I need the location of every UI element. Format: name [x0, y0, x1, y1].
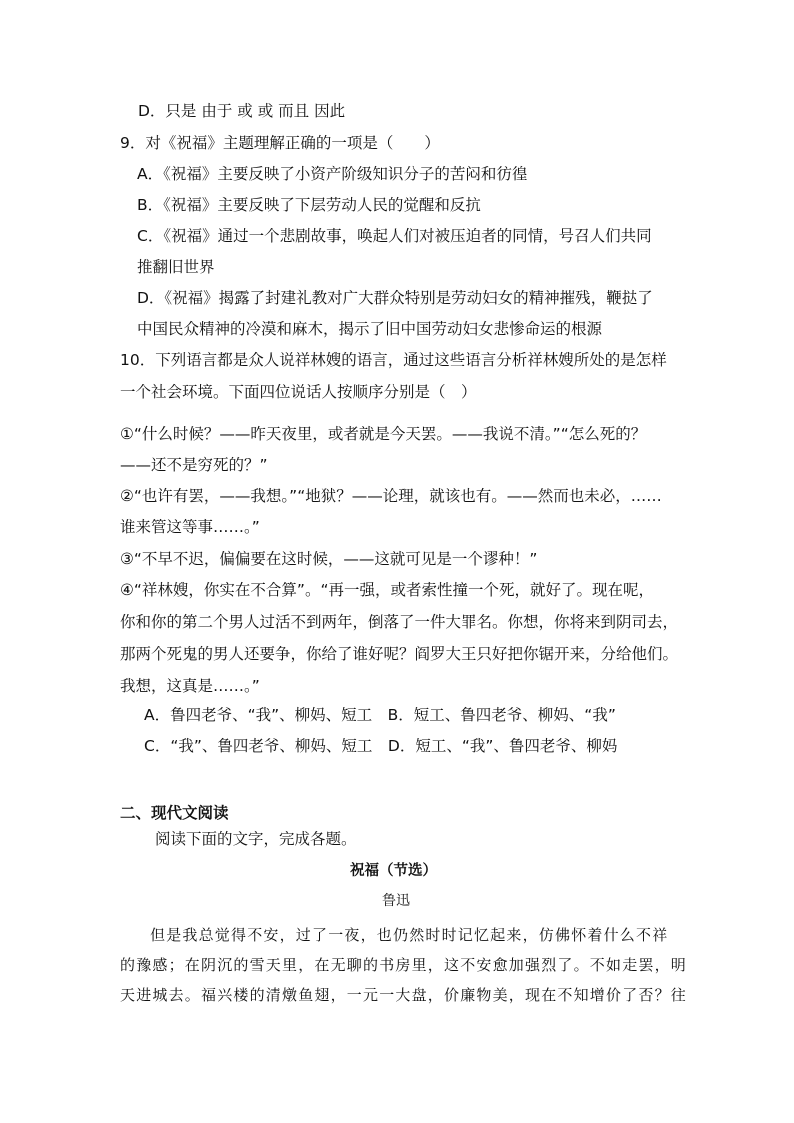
q8-option-d: D．只是 由于 或 或 而且 因此: [138, 102, 346, 120]
q10-quote1-line2: ——还不是穷死的？”: [120, 456, 268, 474]
q10-question-line1: 10．下列语言都是众人说祥林嫂的语言，通过这些语言分析祥林嫂所处的是怎样: [120, 351, 667, 369]
q9-option-d-line1: D．《祝福》揭露了封建礼教对广大群众特别是劳动妇女的精神摧残，鞭挞了: [137, 289, 653, 307]
q9-option-c-line2: 推翻旧世界: [137, 258, 215, 276]
q10-quote3: ③“不早不迟，偏偏要在这时候，——这就可见是一个谬种！”: [120, 550, 538, 568]
q9-option-b: B．《祝福》主要反映了下层劳动人民的觉醒和反抗: [137, 196, 481, 214]
passage-line-3: 天进城去。福兴楼的清燉鱼翅，一元一大盘，价廉物美，现在不知增价了否？往: [120, 986, 688, 1004]
q9-option-d-line2: 中国民众精神的冷漠和麻木，揭示了旧中国劳动妇女悲惨命运的根源: [137, 320, 603, 338]
q10-quote4-line1: ④“祥林嫂，你实在不合算”。“再一强，或者索性撞一个死，就好了。现在呢，: [120, 581, 654, 599]
q10-options-cd: C．“我”、鲁四老爷、柳妈、短工 D．短工、“我”、鲁四老爷、柳妈: [144, 737, 618, 755]
q10-quote4-line3: 那两个死鬼的男人还要争，你给了谁好呢？阎罗大王只好把你锯开来，分给他们。: [120, 645, 679, 663]
passage-author: 鲁迅: [382, 893, 410, 909]
passage-title: 祝福（节选）: [350, 862, 437, 879]
q10-quote2-line1: ②“也许有罢，——我想。”“地狱？——论理，就该也有。——然而也未必，……: [120, 487, 662, 505]
q10-options-ab: A．鲁四老爷、“我”、柳妈、短工 B．短工、鲁四老爷、柳妈、“我”: [144, 706, 616, 724]
q10-question-line2: 一个社会环境。下面四位说话人按顺序分别是（ ）: [120, 383, 477, 401]
section-heading: 二、现代文阅读: [120, 804, 229, 822]
q10-quote1-line1: ①“什么时候？——昨天夜里，或者就是今天罢。——我说不清。”“怎么死的？: [120, 425, 647, 443]
q10-quote4-line4: 我想，这真是……。”: [120, 677, 260, 695]
q9-question: 9．对《祝福》主题理解正确的一项是（ ）: [120, 134, 440, 152]
q10-quote2-line2: 谁来管这等事……。”: [120, 518, 260, 536]
passage-line-1: 但是我总觉得不安，过了一夜，也仍然时时记忆起来，仿佛怀着什么不祥: [150, 926, 669, 944]
passage-line-2: 的豫感；在阴沉的雪天里，在无聊的书房里，这不安愈加强烈了。不如走罢，明: [120, 956, 688, 974]
q9-option-a: A．《祝福》主要反映了小资产阶级知识分子的苦闷和彷徨: [137, 165, 528, 183]
section-instruction: 阅读下面的文字，完成各题。: [155, 830, 357, 848]
q9-option-c-line1: C．《祝福》通过一个悲剧故事，唤起人们对被压迫者的同情，号召人们共同: [137, 227, 652, 245]
q10-quote4-line2: 你和你的第二个男人过活不到两年，倒落了一件大罪名。你想，你将来到阴司去，: [120, 613, 679, 631]
